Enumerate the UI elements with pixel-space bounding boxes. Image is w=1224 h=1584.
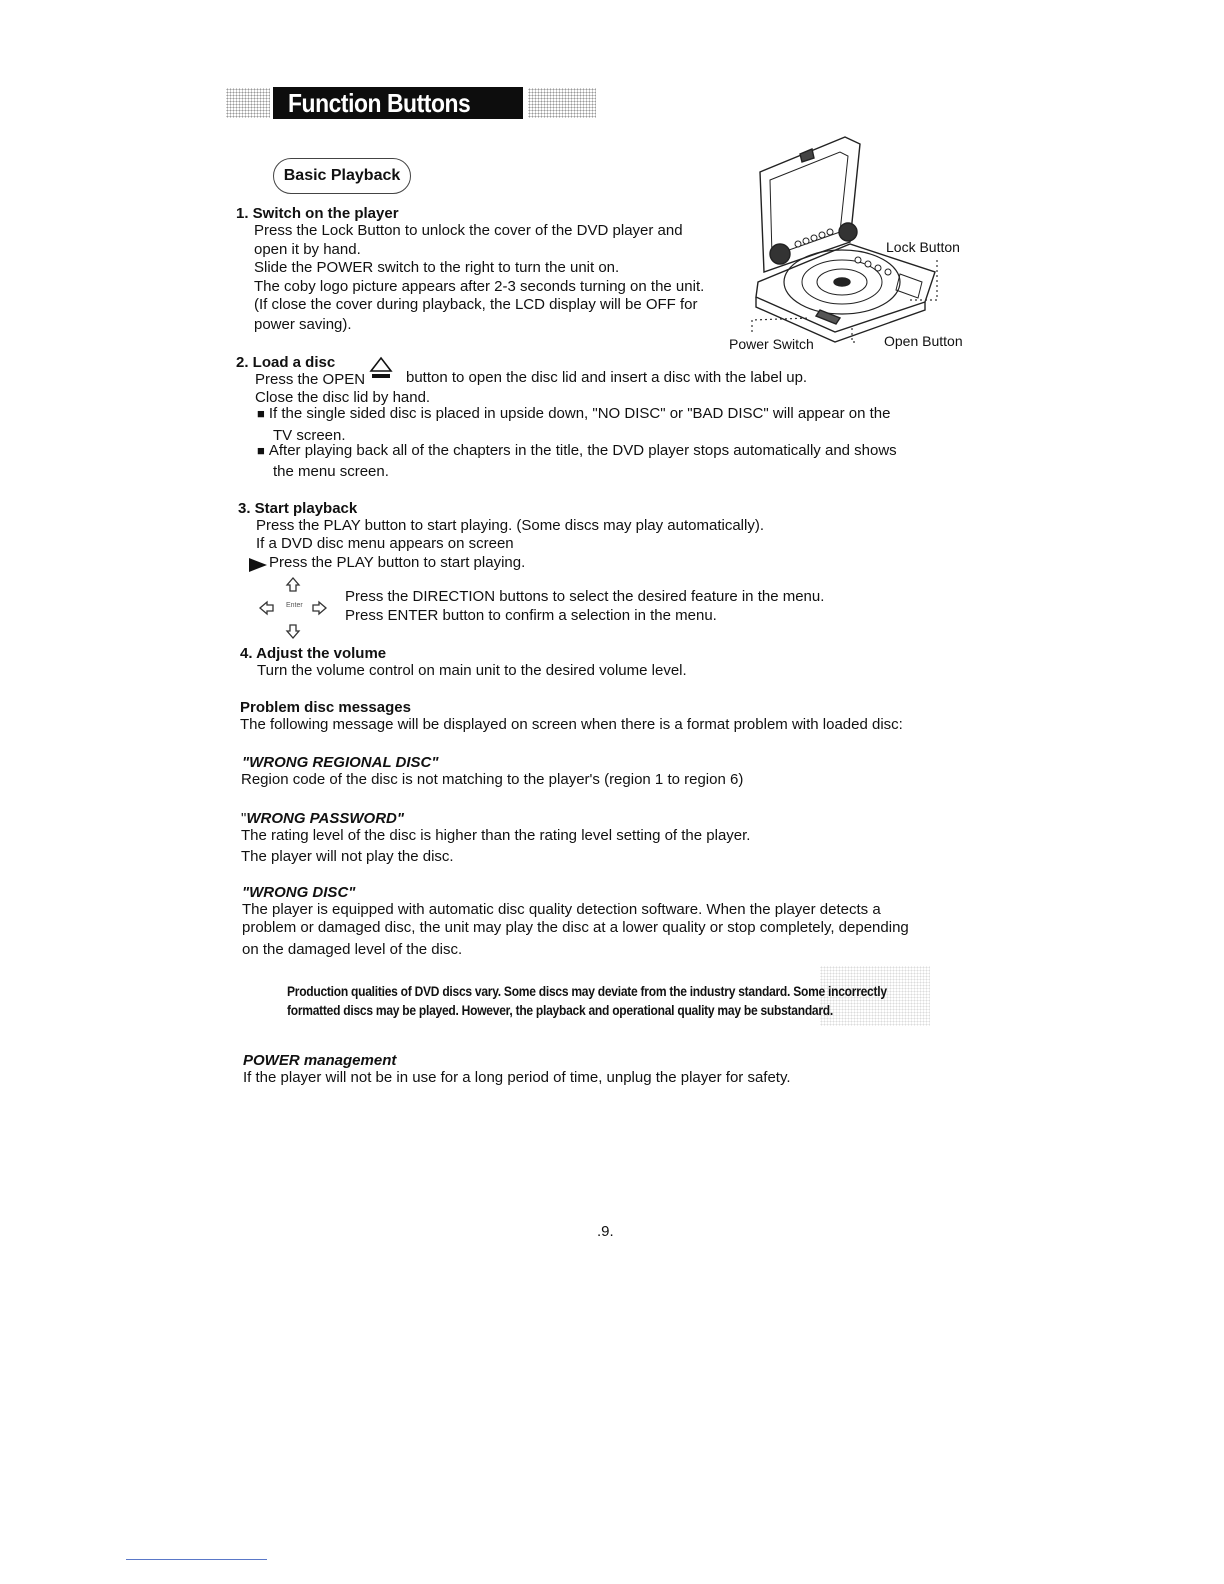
page-number: .9. [597, 1223, 614, 1240]
step2-line: the menu screen. [273, 463, 389, 480]
arrow-left-icon [260, 602, 273, 614]
message-title-quote: " [241, 810, 247, 827]
play-arrow-icon [248, 557, 268, 573]
step3-line: If a DVD disc menu appears on screen [256, 535, 514, 552]
message-line: problem or damaged disc, the unit may play the disc at a lower quality or stop completely, depending [242, 919, 909, 936]
step1-line: The coby logo picture appears after 2-3 seconds turning on the unit. [254, 278, 705, 295]
message-title [241, 810, 404, 829]
section-pill: Basic Playback [273, 158, 411, 194]
message-line: on the damaged level of the disc. [242, 941, 463, 958]
problems-intro: The following message will be displayed on screen when there is a format problem with loaded disc: [240, 716, 903, 733]
footer-rule [126, 1559, 267, 1560]
step2-line: TV screen. [273, 427, 346, 444]
step4-line: Turn the volume control on main unit to the desired volume level. [257, 662, 687, 679]
step2-bullet: ■ After playing back all of the chapters in the title, the DVD player stops automatically and shows [257, 442, 897, 461]
note-line: formatted discs may be played. However, the playback and operational quality may be substandard. [287, 1002, 833, 1018]
step1-line: (If close the cover during playback, the LCD display will be OFF for [254, 296, 698, 313]
step2-heading: 2. Load a disc [236, 354, 336, 371]
step2-line: Press the OPEN [255, 371, 366, 388]
label-lock-button: Lock Button [886, 239, 960, 255]
step3-direction-line: Press ENTER button to confirm a selection in the menu. [345, 607, 717, 624]
speaker-right [839, 223, 857, 241]
speaker-left [770, 244, 790, 264]
message-line: The player will not play the disc. [241, 848, 454, 865]
label-open-button: Open Button [884, 333, 963, 349]
step1-heading: 1. Switch on the player [236, 205, 399, 222]
message-title: "WRONG REGIONAL DISC" [242, 754, 439, 771]
problems-heading: Problem disc messages [240, 699, 411, 716]
step1-line: Press the Lock Button to unlock the cover of the DVD player and [254, 222, 683, 239]
message-line: The player is equipped with automatic disc quality detection software. When the player detects a [242, 901, 881, 918]
label-power-switch: Power Switch [729, 336, 814, 352]
step2-bullet: ■ If the single sided disc is placed in upside down, "NO DISC" or "BAD DISC" will appear on the [257, 405, 890, 424]
message-line: Region code of the disc is not matching to the player's (region 1 to region 6) [241, 771, 744, 788]
eject-icon [369, 356, 393, 380]
step1-line: power saving). [254, 316, 352, 333]
power-line: If the player will not be in use for a long period of time, unplug the player for safety. [243, 1069, 791, 1086]
message-line: The rating level of the disc is higher than the rating level setting of the player. [241, 827, 751, 844]
step3-line: Press the PLAY button to start playing. (Some discs may play automatically). [256, 517, 765, 534]
arrow-right-icon [313, 602, 326, 614]
message-title: "WRONG DISC" [242, 884, 356, 901]
page-title: Function Buttons [288, 88, 471, 118]
step3-direction-line: Press the DIRECTION buttons to select the desired feature in the menu. [345, 588, 825, 605]
step3-line: Press the PLAY button to start playing. [269, 554, 526, 571]
enter-label: Enter [286, 602, 303, 609]
step1-line: open it by hand. [254, 241, 361, 258]
header-left-dots [226, 88, 270, 118]
arrow-up-icon [287, 578, 299, 591]
step3-heading: 3. Start playback [238, 500, 358, 517]
power-heading: POWER management [243, 1052, 397, 1069]
note-line: Production qualities of DVD discs vary. Some discs may deviate from the industry standard. Some incorrectly [287, 983, 887, 999]
step2-line: button to open the disc lid and insert a disc with the label up. [406, 369, 808, 386]
arrow-down-icon [287, 625, 299, 638]
header-right-dots [528, 88, 596, 118]
step4-heading: 4. Adjust the volume [240, 645, 387, 662]
step2-line: Close the disc lid by hand. [255, 389, 431, 406]
step1-line: Slide the POWER switch to the right to turn the unit on. [254, 259, 620, 276]
message-title-text: WRONG PASSWORD" [246, 810, 404, 827]
